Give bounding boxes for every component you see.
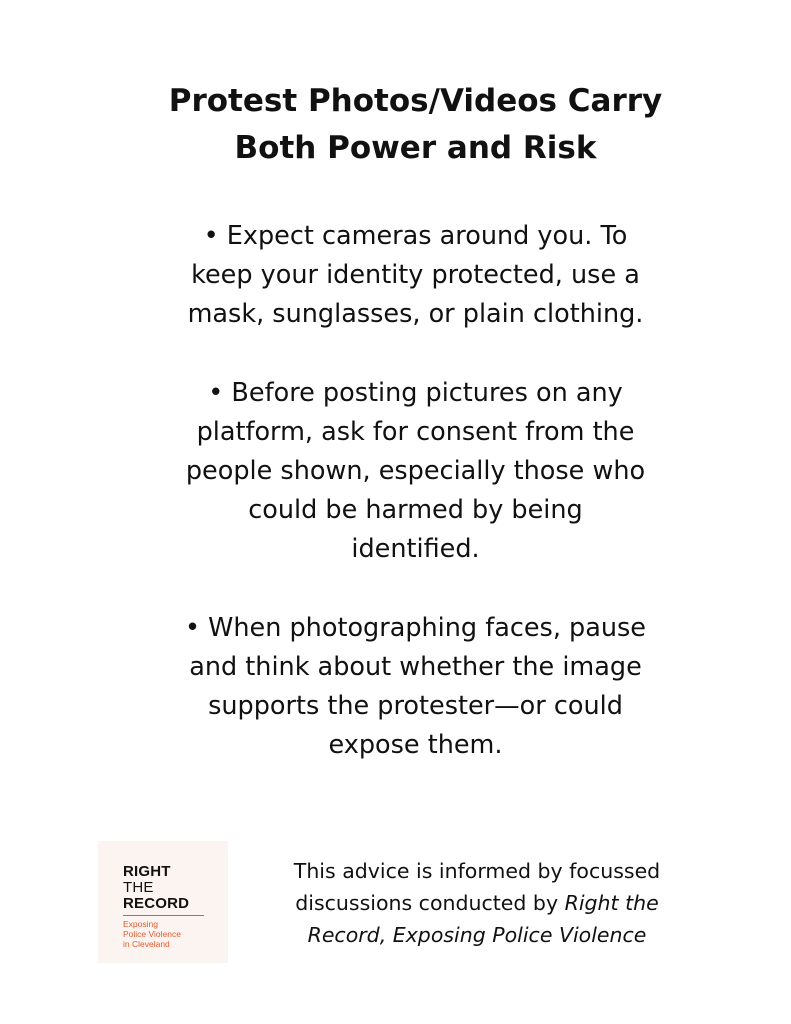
advice-item-cameras (150, 217, 681, 334)
advice-line: • Expect cameras around you. To (203, 221, 628, 251)
title-line-1: Protest Photos/Videos Carry (168, 83, 663, 119)
attribution-note (268, 855, 686, 951)
attribution-line: discussions conducted by (295, 891, 565, 915)
logo-tagline-line: Exposing (123, 919, 158, 929)
logo-word-the: THE (123, 879, 154, 896)
advice-line: • Before posting pictures on any (208, 378, 623, 408)
advice-line: keep your identity protected, use a (191, 260, 640, 290)
advice-item-consent (150, 374, 681, 569)
right-the-record-logo (98, 841, 228, 963)
advice-line: expose them. (328, 730, 503, 760)
advice-line: • When photographing faces, pause (185, 613, 646, 643)
advice-line: people shown, especially those who (185, 456, 646, 486)
logo-word-record: RECORD (123, 895, 190, 912)
attribution-org-name: Right the (564, 891, 659, 915)
logo-tagline (123, 919, 181, 949)
attribution-org-name: Record, Exposing Police Violence (307, 923, 647, 947)
advice-line: platform, ask for consent from the (196, 417, 635, 447)
advice-list (150, 217, 681, 805)
title-line-2: Both Power and Risk (234, 130, 597, 166)
logo-tagline-line: in Cleveland (123, 939, 170, 949)
logo-divider (123, 915, 204, 916)
advice-item-faces (150, 609, 681, 765)
logo-tagline-line: Police Violence (123, 929, 181, 939)
page-title (60, 78, 771, 172)
advice-line: supports the protester—or could (208, 691, 623, 721)
advice-line: could be harmed by being (248, 495, 583, 525)
advice-line: mask, sunglasses, or plain clothing. (187, 299, 644, 329)
attribution-line: This advice is informed by focussed (293, 859, 661, 883)
logo-word-right: RIGHT (123, 863, 171, 880)
advice-line: and think about whether the image (189, 652, 642, 682)
advice-line: identified. (351, 534, 480, 564)
